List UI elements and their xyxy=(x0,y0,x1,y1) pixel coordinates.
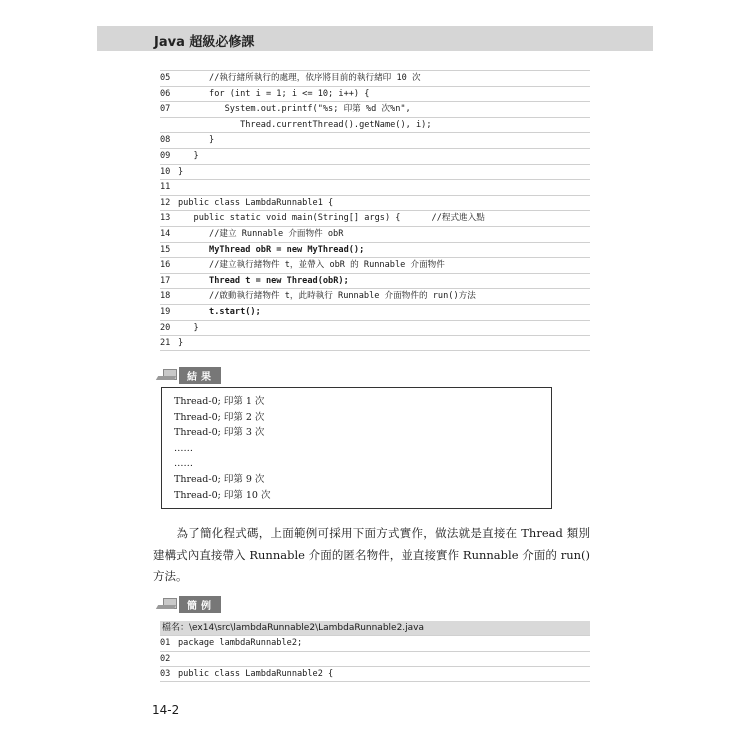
code-line xyxy=(160,195,590,211)
result-tag: 結果 xyxy=(179,367,221,384)
code-line xyxy=(160,304,590,320)
line-number: 11 xyxy=(160,182,171,193)
code-line xyxy=(160,132,590,148)
code-text: Thread t = new Thread(obR); xyxy=(178,275,349,286)
line-number: 07 xyxy=(160,104,171,115)
example-tag: 簡例 xyxy=(179,596,221,613)
code-text: for (int i = 1; i <= 10; i++) { xyxy=(178,88,370,99)
code-text: public class LambdaRunnable1 { xyxy=(178,197,334,208)
laptop-icon xyxy=(157,597,179,611)
result-line: Thread-0; 印第 3 次 xyxy=(174,427,265,439)
code-text: public class LambdaRunnable2 { xyxy=(178,669,334,680)
code-line xyxy=(160,148,590,164)
code-line xyxy=(160,320,590,336)
laptop-icon xyxy=(157,368,179,382)
page-number: 14-2 xyxy=(152,703,180,717)
code-text: } xyxy=(178,166,184,177)
code-line xyxy=(160,179,590,195)
result-section-label xyxy=(157,367,221,383)
code-listing-bottom xyxy=(160,635,590,682)
line-number: 05 xyxy=(160,73,171,83)
code-text xyxy=(178,652,590,667)
line-number: 12 xyxy=(160,197,171,208)
code-text: MyThread obR = new MyThread(); xyxy=(178,244,365,255)
line-number: 21 xyxy=(160,338,171,349)
line-number: 18 xyxy=(160,291,171,302)
body-paragraph xyxy=(153,523,590,588)
code-text: } xyxy=(178,322,199,333)
code-text: //執行緒所執行的處理，依序將目前的執行緒印 10 次 xyxy=(178,73,421,83)
code-line xyxy=(160,635,590,651)
code-text: package lambdaRunnable2; xyxy=(178,638,303,648)
code-line xyxy=(160,666,590,682)
code-line xyxy=(160,101,590,117)
code-line xyxy=(160,210,590,226)
line-number: 09 xyxy=(160,150,171,161)
line-number: 15 xyxy=(160,244,171,255)
line-number: 01 xyxy=(160,638,171,648)
code-text: //建立 Runnable 介面物件 obR xyxy=(178,228,344,239)
code-text: //建立執行緒物件 t，並帶入 obR 的 Runnable 介面物件 xyxy=(178,260,445,271)
code-text: //啟動執行緒物件 t，此時執行 Runnable 介面物件的 run()方法 xyxy=(178,291,476,302)
line-number: 19 xyxy=(160,306,171,317)
paragraph-text: 為了簡化程式碼，上面範例可採用下面方式實作，做法就是直接在 Thread 類別建構式內直接帶入 Runnable 介面的匿名物件，並直接實作 Runnable 介面的 run()方法。 xyxy=(153,526,590,583)
result-line: Thread-0; 印第 1 次 xyxy=(174,396,265,407)
result-line: Thread-0; 印第 2 次 xyxy=(174,411,265,423)
example-section-label xyxy=(157,596,221,612)
line-number xyxy=(160,118,178,133)
line-number: 13 xyxy=(160,213,171,224)
result-line: Thread-0; 印第 10 次 xyxy=(174,489,271,501)
code-text: } xyxy=(178,135,215,146)
result-line: …… xyxy=(174,458,193,470)
book-title: Java 超級必修課 xyxy=(154,35,255,50)
code-line xyxy=(160,226,590,242)
result-line: …… xyxy=(174,442,193,454)
result-output-box xyxy=(161,387,552,509)
code-line xyxy=(160,117,590,133)
line-number: 03 xyxy=(160,669,171,680)
line-number: 10 xyxy=(160,166,171,177)
line-number: 06 xyxy=(160,88,171,99)
result-line: Thread-0; 印第 9 次 xyxy=(174,473,265,485)
code-line xyxy=(160,288,590,304)
line-number: 16 xyxy=(160,260,171,271)
line-number: 02 xyxy=(160,653,171,664)
code-text: public static void main(String[] args) { //程式進入點 xyxy=(178,213,485,224)
code-text: System.out.printf("%s; 印第 %d 次%n", xyxy=(178,104,411,115)
code-line xyxy=(160,242,590,258)
line-number: 20 xyxy=(160,322,171,333)
code-listing-top xyxy=(160,70,590,351)
code-line xyxy=(160,335,590,351)
code-text: } xyxy=(178,150,199,161)
filename-bar: 檔名：\ex14\src\lambdaRunnable2\LambdaRunnable2.java xyxy=(160,621,590,635)
code-text: Thread.currentThread().getName(), i); xyxy=(178,119,432,130)
code-line xyxy=(160,70,590,86)
code-line xyxy=(160,651,590,667)
line-number: 14 xyxy=(160,228,171,239)
line-number: 08 xyxy=(160,135,171,146)
code-line xyxy=(160,273,590,289)
code-text xyxy=(178,180,590,195)
code-line xyxy=(160,164,590,180)
code-line xyxy=(160,86,590,102)
code-text: } xyxy=(178,338,184,349)
line-number: 17 xyxy=(160,275,171,286)
code-line xyxy=(160,257,590,273)
code-text: t.start(); xyxy=(178,306,261,317)
